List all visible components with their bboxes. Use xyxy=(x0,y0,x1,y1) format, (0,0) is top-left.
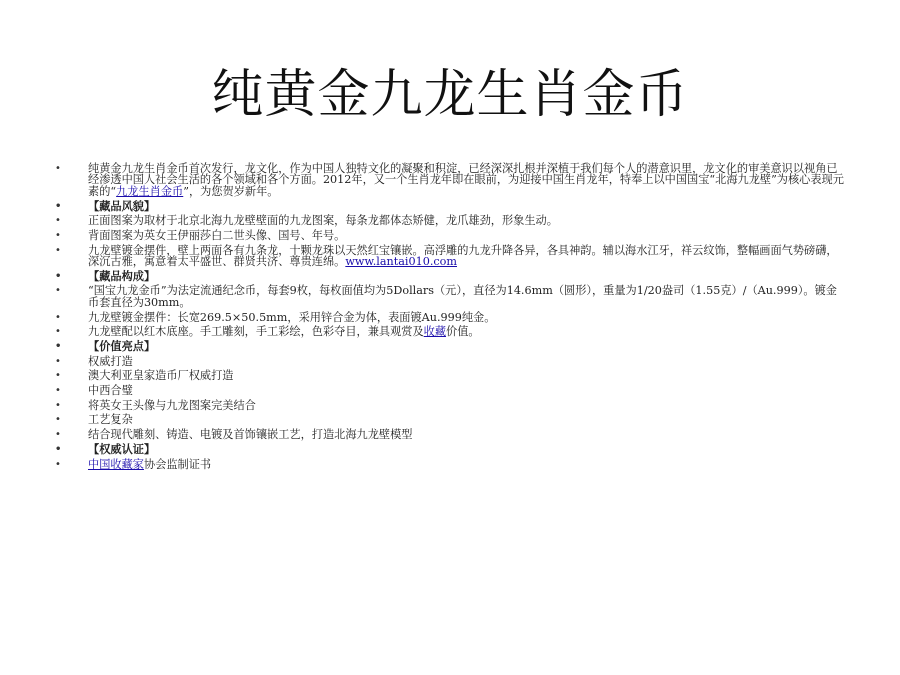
bullet-icon: • xyxy=(55,326,61,338)
list-item-wall-spec xyxy=(55,312,845,323)
bullet-icon: • xyxy=(55,385,61,397)
bullet-icon: • xyxy=(55,458,61,470)
intro-text: 纯黄金九龙生肖金币首次发行，龙文化，作为中国人独特文化的凝聚和积淀，已经深深扎根并深植于我们每个人的潜意识里，龙文化的审美意识以视角已经渗透中国人社会生活的各个领域和各个方面。2012年，又一个生肖龙年即在眼前，为迎接中国生肖龙年，特奉上以中国国宝“北海九龙壁”为核心表现元素的“ xyxy=(88,162,844,198)
collector-association-link[interactable]: 中国收藏家 xyxy=(88,457,144,471)
item-text: 中西合璧 xyxy=(88,384,133,398)
bullet-icon: • xyxy=(55,340,62,352)
item-text: 结合现代雕刻、铸造、电镀及首饰镶嵌工艺，打造北海九龙壁模型 xyxy=(88,428,413,442)
item-text: 权威打造 xyxy=(88,354,133,368)
list-item-back xyxy=(55,230,845,241)
list-item-value-4 xyxy=(55,400,845,411)
intro-text-end: ”，为您贺岁新年。 xyxy=(183,184,279,198)
list-item-ornament xyxy=(55,245,845,268)
item-text: 九龙壁镀金摆件，壁上两面各有九条龙，十颗龙珠以天然红宝镶嵌。高浮雕的九龙升降各异，各具神韵。辅以海水江牙，祥云纹饰，整幅画面气势磅礴，深沉古雅，寓意着太平盛世、群贤共济、尊贵连绵。 xyxy=(88,243,838,269)
bullet-icon: • xyxy=(55,244,61,256)
item-text-end: 价值。 xyxy=(446,325,480,339)
bullet-list xyxy=(55,163,845,473)
bullet-icon: • xyxy=(55,429,61,441)
list-item-value-6 xyxy=(55,429,845,440)
item-text-end: 协会监制证书 xyxy=(143,457,212,471)
item-text: “国宝九龙金币”为法定流通纪念币，每套9枚，每枚面值均为5Dollars（元），直径为14.6mm（圆形），重量为1/20盎司（1.55克）/（Au.999）。镀金币套直径为30mm。 xyxy=(88,284,837,309)
section-header-text: 【藏品风貌】 xyxy=(88,198,156,213)
list-item-front xyxy=(55,215,845,226)
list-item-base xyxy=(55,326,845,337)
item-text: 九龙壁配以红木底座。手工雕刻，手工彩绘，色彩夺目，兼具观赏及 xyxy=(88,325,424,339)
section-header-text: 【藏品构成】 xyxy=(88,268,156,283)
section-header-auth xyxy=(55,441,845,456)
list-item-coins xyxy=(55,285,845,308)
list-item-cert xyxy=(55,459,845,470)
bullet-icon: • xyxy=(55,355,61,367)
section-header-value xyxy=(55,338,845,353)
item-text: 九龙壁镀金摆件：长宽269.5×50.5mm，采用锌合金为体，表面镀Au.999纯金。 xyxy=(88,310,496,324)
section-header-composition xyxy=(55,268,845,283)
section-header-text: 【价值亮点】 xyxy=(88,338,156,353)
item-text: 将英女王头像与九龙图案完美结合 xyxy=(88,398,256,412)
list-item-value-1 xyxy=(55,356,845,367)
bullet-icon: • xyxy=(55,285,61,297)
section-header-style xyxy=(55,198,845,213)
list-item-intro xyxy=(55,163,845,197)
bullet-icon: • xyxy=(55,370,61,382)
item-text: 正面图案为取材于北京北海九龙壁壁面的九龙图案，每条龙都体态矫健，龙爪雄劲，形象生动。 xyxy=(88,214,558,228)
collection-link[interactable]: 收藏 xyxy=(423,325,447,339)
item-text: 背面图案为英女王伊丽莎白二世头像、国号、年号。 xyxy=(88,228,346,242)
section-header-text: 【权威认证】 xyxy=(88,441,156,456)
list-item-value-5 xyxy=(55,414,845,425)
list-item-value-3 xyxy=(55,385,845,396)
website-link[interactable]: www.lantai010.com xyxy=(345,255,457,269)
bullet-icon: • xyxy=(55,215,61,227)
slide-title: 纯黄金九龙生肖金币 xyxy=(211,65,689,125)
bullet-icon: • xyxy=(55,399,61,411)
list-item-value-2 xyxy=(55,370,845,381)
item-text: 澳大利亚皇家造币厂权威打造 xyxy=(88,369,234,383)
bullet-icon: • xyxy=(55,229,61,241)
bullet-icon: • xyxy=(55,311,61,323)
bullet-icon: • xyxy=(55,163,61,174)
bullet-icon: • xyxy=(55,414,61,426)
bullet-icon: • xyxy=(55,443,62,455)
item-text: 工艺复杂 xyxy=(88,413,133,427)
coin-link[interactable]: 九龙生肖金币 xyxy=(116,184,184,198)
bullet-icon: • xyxy=(55,200,62,212)
bullet-icon: • xyxy=(55,270,62,282)
